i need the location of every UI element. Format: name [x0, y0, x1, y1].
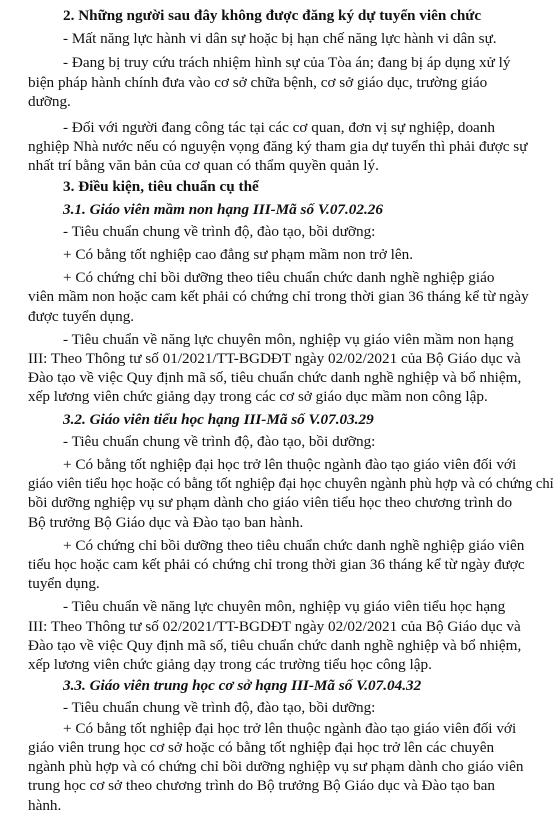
paragraph-line: - Tiêu chuẩn về năng lực chuyên môn, nghiệp vụ giáo viên tiểu học hạng: [63, 598, 506, 616]
paragraph-line: - Tiêu chuẩn chung về trình độ, đào tạo, bồi dưỡng:: [63, 222, 376, 240]
paragraph-line: - Tiêu chuẩn về năng lực chuyên môn, nghiệp vụ giáo viên mầm non hạng: [63, 330, 514, 348]
paragraph-line: nhất trí bằng văn bản của cơ quan có thẩm quyền quản lý.: [28, 157, 379, 175]
section-heading: 2. Những người sau đây không được đăng ký dự tuyển viên chức: [63, 7, 482, 24]
paragraph-line: xếp lương viên chức giảng dạy trong các trường tiểu học công lập.: [28, 656, 432, 674]
section-heading: 3. Điều kiện, tiêu chuẩn cụ thể: [63, 178, 259, 196]
paragraph-line: + Có bằng tốt nghiệp cao đẳng sư phạm mầm non trở lên.: [63, 245, 414, 263]
paragraph-line: - Tiêu chuẩn chung về trình độ, đào tạo, bồi dưỡng:: [63, 432, 376, 450]
paragraph-line: Đào tạo về việc Quy định mã số, tiêu chuẩn chức danh nghề nghiệp và bổ nhiệm,: [28, 636, 522, 654]
paragraph-line: giáo viên trung học cơ sở hoặc có bằng tốt nghiệp đại học trở lên các chuyên: [28, 738, 495, 756]
paragraph-line: tuyển dụng.: [28, 575, 100, 593]
subsection-heading: 3.2. Giáo viên tiểu học hạng III-Mã số V.07.03.29: [63, 410, 374, 428]
paragraph-line: III: Theo Thông tư số 01/2021/TT-BGDĐT ngày 02/02/2021 của Bộ Giáo dục và: [28, 349, 521, 367]
paragraph-line: + Có chứng chỉ bồi dưỡng theo tiêu chuẩn chức danh nghề nghiệp giáo: [63, 268, 495, 286]
paragraph-line: trung học cơ sở theo chương trình do Bộ trưởng Bộ Giáo dục và Đào tạo ban: [28, 777, 496, 795]
paragraph-line: dưỡng.: [28, 92, 71, 110]
paragraph-line: nghiệp Nhà nước nếu có nguyện vọng đăng ký tham gia dự tuyển thì phải được sự: [28, 138, 528, 155]
subsection-heading: 3.3. Giáo viên trung học cơ sở hạng III-Mã số V.07.04.32: [63, 677, 422, 695]
paragraph-line: giáo viên tiểu học hoặc có bằng tốt nghiệp đại học chuyên ngành phù hợp và có chứng chỉ: [28, 475, 554, 492]
paragraph-line: III: Theo Thông tư số 02/2021/TT-BGDĐT ngày 02/02/2021 của Bộ Giáo dục và: [28, 617, 521, 635]
paragraph-line: + Có chứng chỉ bồi dưỡng theo tiêu chuẩn chức danh nghề nghiệp giáo viên: [63, 536, 525, 554]
paragraph-line: biện pháp hành chính đưa vào cơ sở chữa bệnh, cơ sở giáo dục, trường giáo: [28, 73, 488, 91]
paragraph-line: ngành phù hợp và có chứng chỉ bồi dưỡng nghiệp vụ sư phạm dành cho giáo viên: [28, 758, 524, 776]
paragraph-line: Bộ trưởng Bộ Giáo dục và Đào tạo ban hành.: [28, 513, 304, 531]
paragraph-line: - Tiêu chuẩn chung về trình độ, đào tạo, bồi dưỡng:: [63, 698, 376, 716]
paragraph-line: bồi dưỡng nghiệp vụ sư phạm dành cho giáo viên tiểu học theo chương trình do: [28, 494, 513, 512]
paragraph-line: xếp lương viên chức giảng dạy trong các cơ sở giáo dục mầm non công lập.: [28, 388, 488, 406]
paragraph-line: tiểu học hoặc cam kết phải có chứng chỉ trong thời gian 36 tháng kể từ ngày được: [28, 555, 525, 573]
paragraph-line: + Có bằng tốt nghiệp đại học trở lên thuộc ngành đào tạo giáo viên đối với: [63, 455, 517, 473]
paragraph-line: - Đang bị truy cứu trách nhiệm hình sự của Tòa án; đang bị áp dụng xử lý: [63, 54, 511, 72]
paragraph-line: Đào tạo về việc Quy định mã số, tiêu chuẩn chức danh nghề nghiệp và bổ nhiệm,: [28, 369, 522, 387]
paragraph-line: được tuyển dụng.: [28, 307, 135, 325]
paragraph-line: + Có bằng tốt nghiệp đại học trở lên thuộc ngành đào tạo giáo viên đối với: [63, 719, 517, 737]
paragraph-line: - Đối với người đang công tác tại các cơ quan, đơn vị sự nghiệp, doanh: [63, 118, 495, 136]
paragraph-line: hành.: [28, 796, 62, 814]
subsection-heading: 3.1. Giáo viên mầm non hạng III-Mã số V.07.02.26: [63, 200, 383, 218]
paragraph-line: viên mầm non hoặc cam kết phải có chứng chỉ trong thời gian 36 tháng kể từ ngày: [28, 288, 529, 306]
paragraph-line: - Mất năng lực hành vi dân sự hoặc bị hạn chế năng lực hành vi dân sự.: [63, 30, 497, 48]
